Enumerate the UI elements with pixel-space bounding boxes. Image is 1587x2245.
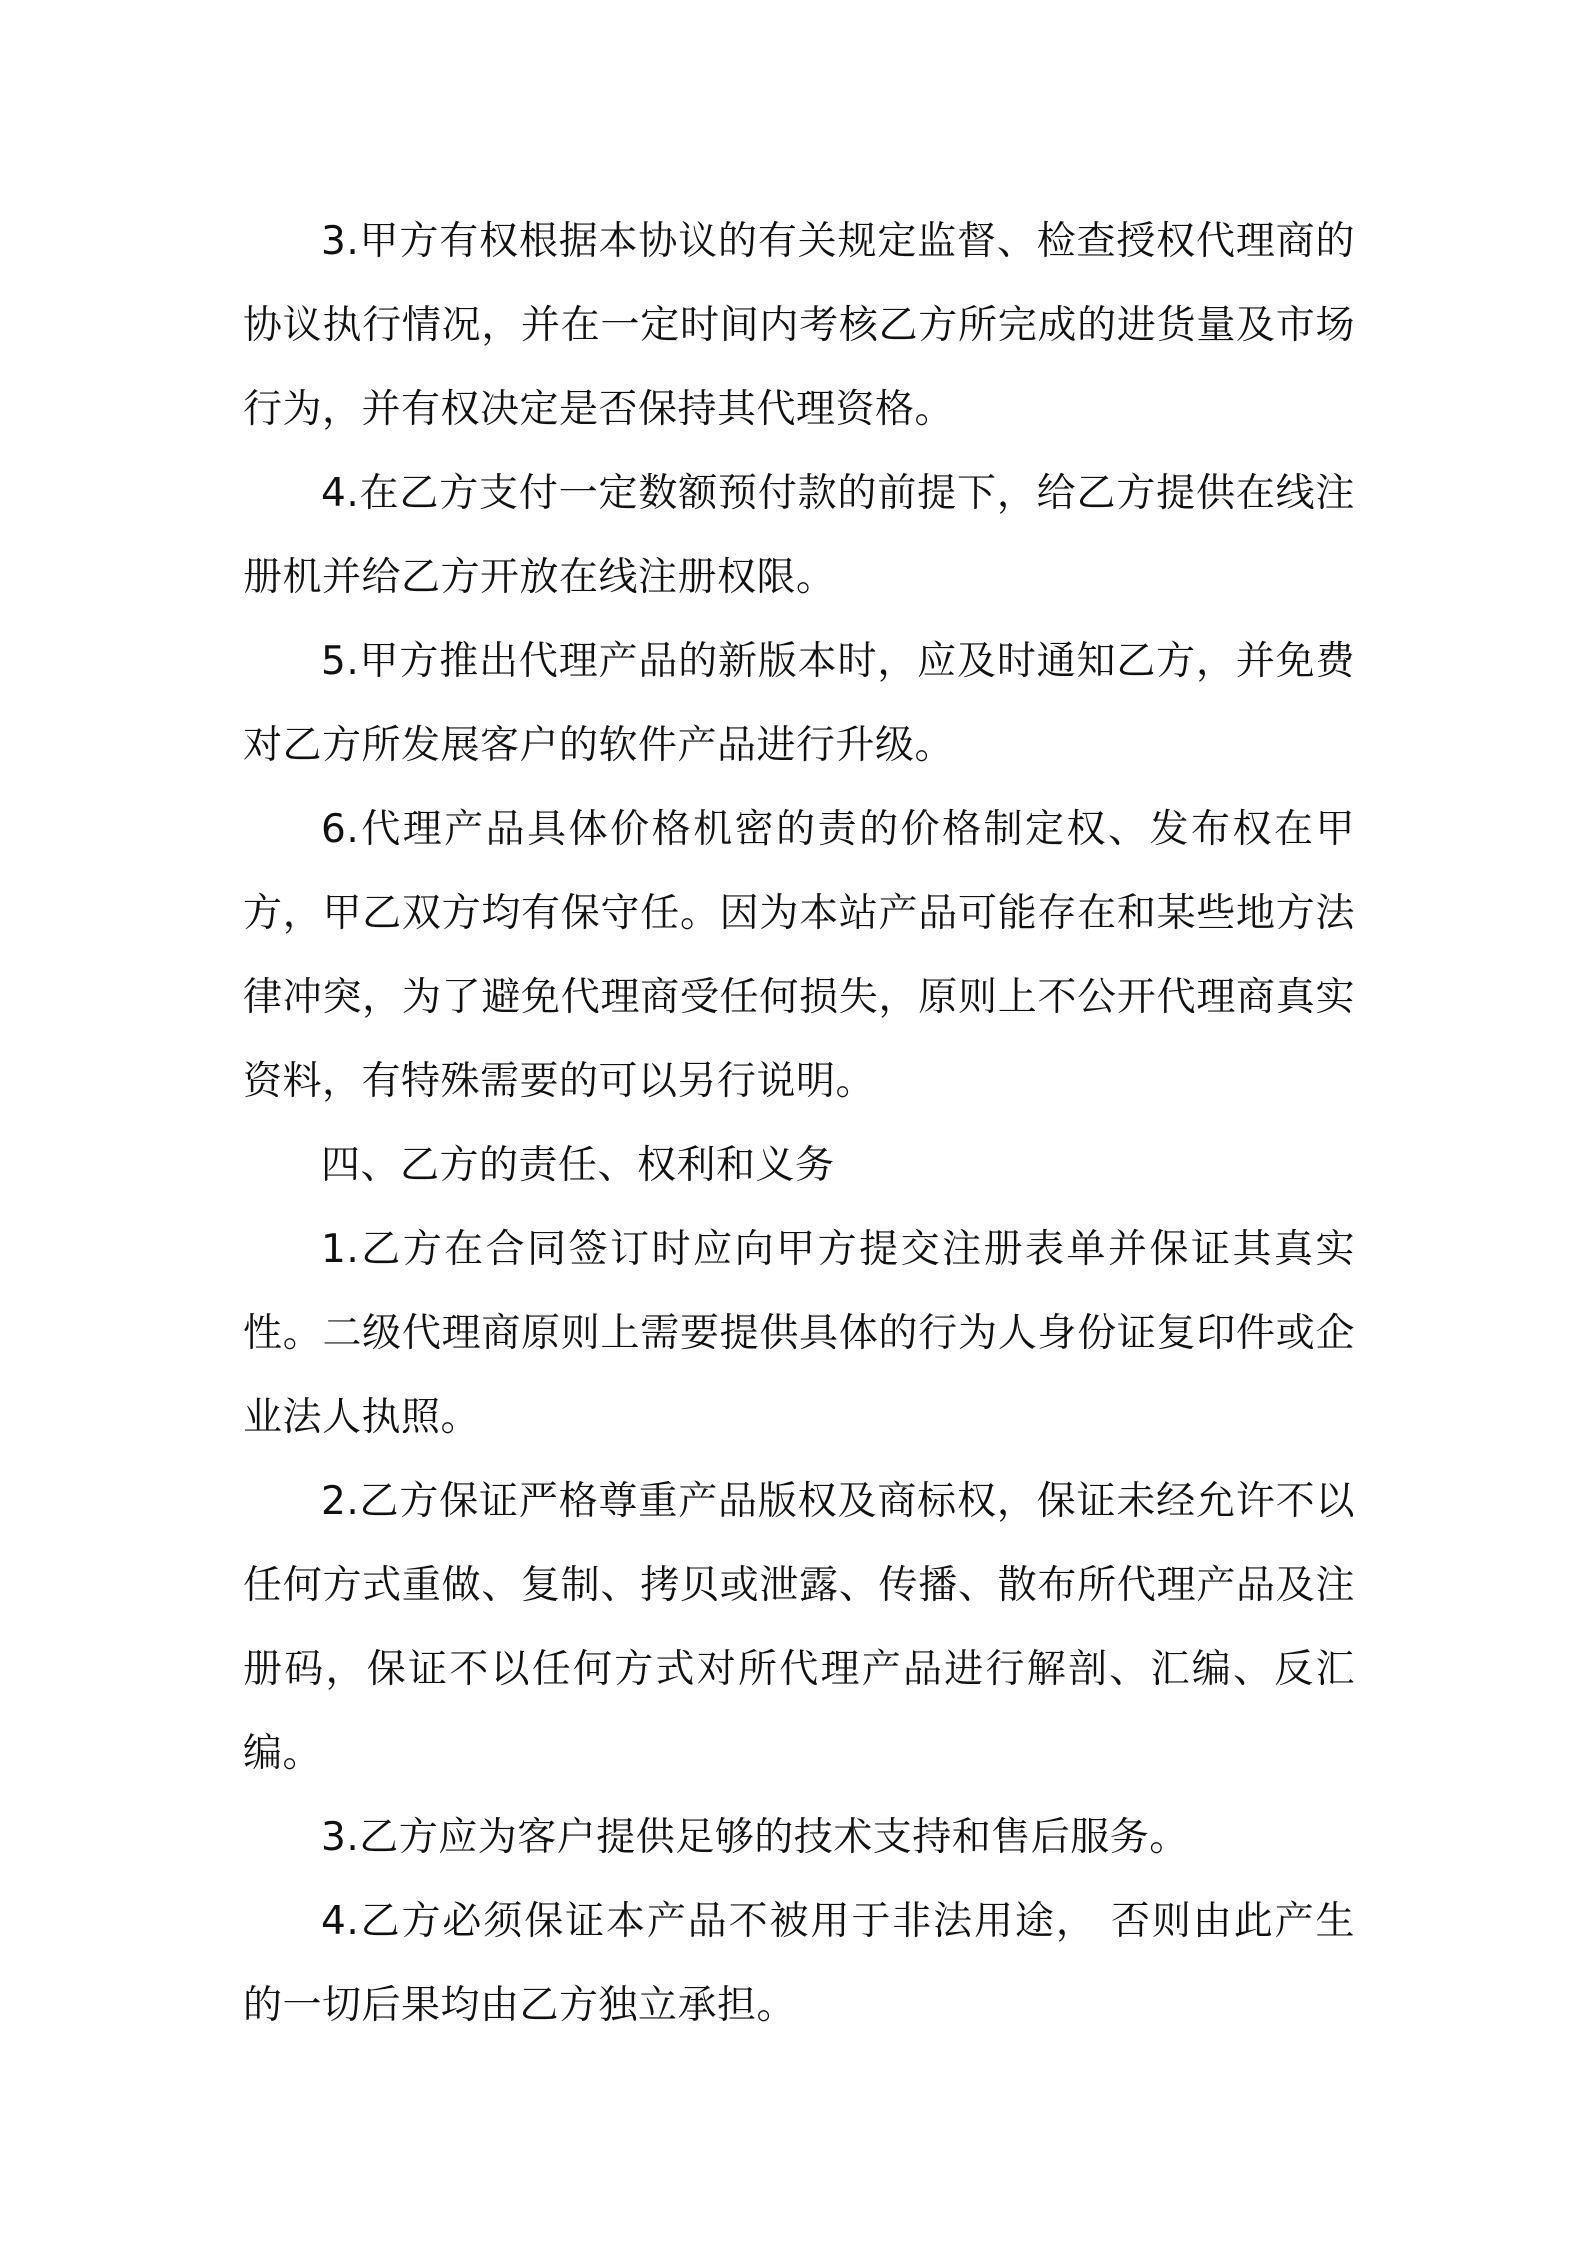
para-5-jia-new-version: 5.甲方推出代理产品的新版本时，应及时通知乙方，并免费对乙方所发展客户的软件产品进行升级。 — [243, 639, 1355, 768]
section-heading-yi-duties: 四、乙方的责任、权利和义务 — [321, 1143, 835, 1188]
para-4-yi-legal-use: 4.乙方必须保证本产品不被用于非法用途， 否则由此产生的一切后果均由乙方独立承担。 — [243, 1899, 1355, 2028]
para-3-yi-support: 3.乙方应为客户提供足够的技术支持和售后服务。 — [321, 1815, 1189, 1860]
para-1-yi-registration-form: 1.乙方在合同签订时应向甲方提交注册表单并保证其真实性。二级代理商原则上需要提供具体的行为人身份证复印件或企业法人执照。 — [243, 1227, 1355, 1440]
document-body — [243, 200, 1355, 2048]
para-3-jia-supervise: 3.甲方有权根据本协议的有关规定监督、检查授权代理商的协议执行情况，并在一定时间内考核乙方所完成的进货量及市场行为，并有权决定是否保持其代理资格。 — [243, 219, 1355, 432]
para-4-jia-online-register: 4.在乙方支付一定数额预付款的前提下，给乙方提供在线注册机并给乙方开放在线注册权限。 — [243, 471, 1355, 600]
para-2-yi-copyright: 2.乙方保证严格尊重产品版权及商标权，保证未经允许不以任何方式重做、复制、拷贝或泄露、传播、散布所代理产品及注册码，保证不以任何方式对所代理产品进行解剖、汇编、反汇编。 — [243, 1479, 1355, 1776]
para-6-pricing-confidential: 6.代理产品具体价格机密的责的价格制定权、发布权在甲方，甲乙双方均有保守任。因为本站产品可能存在和某些地方法律冲突，为了避免代理商受任何损失，原则上不公开代理商真实资料，有特殊需要的可以另行说明。 — [243, 807, 1355, 1104]
